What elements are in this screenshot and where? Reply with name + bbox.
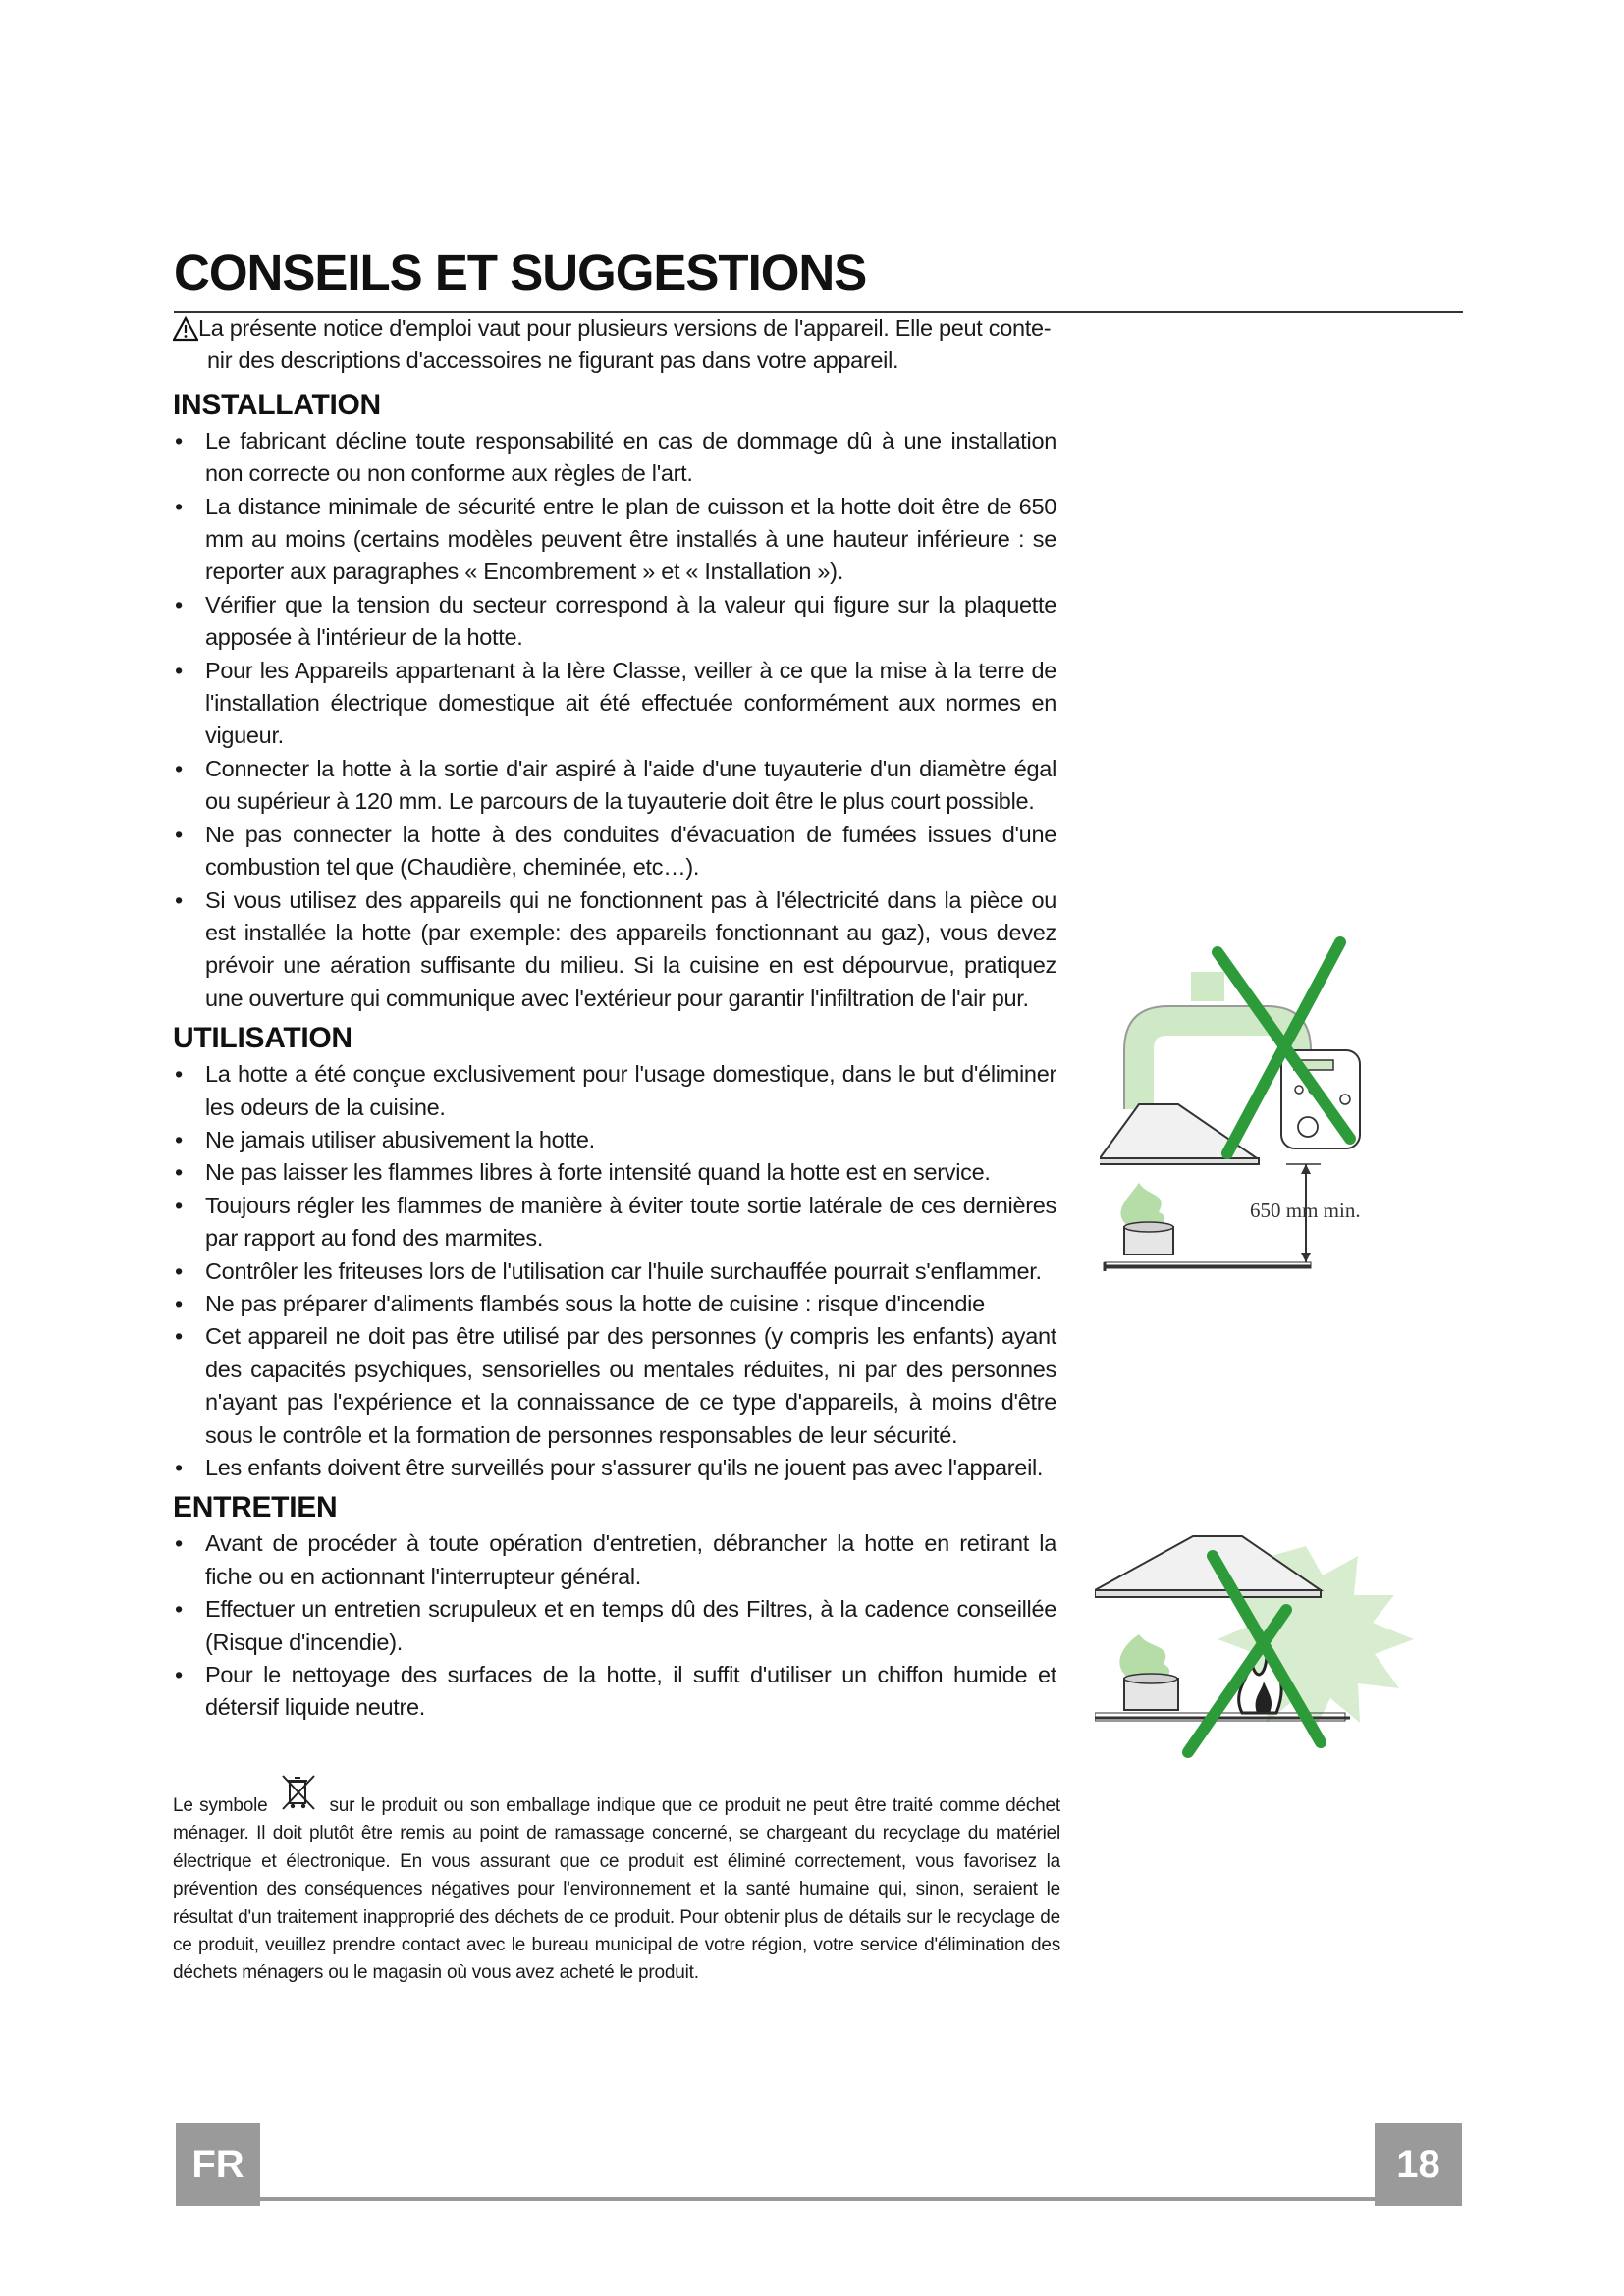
list-item: • Pour le nettoyage des surfaces de la hotte, il suffit d'utiliser un chiffon humide et détersif liquide neutre. bbox=[173, 1659, 1056, 1725]
list-item: • Le fabricant décline toute responsabilité en cas de dommage dû à une installation non correcte ou non conforme aux règles de l'art. bbox=[173, 425, 1056, 491]
list-item: • Toujours régler les flammes de manière à éviter toute sortie latérale de ces dernières par rapport au fond des marmites. bbox=[173, 1190, 1056, 1255]
section-heading-entretien: ENTRETIEN bbox=[173, 1491, 338, 1524]
list-item: • Cet appareil ne doit pas être utilisé par des personnes (y compris les enfants) ayant des capacités psychiques, sensorielles ou mentales réduites, ni par des personnes n'ayant pas l'expérience et la connaissance de ce type d'appareils, à moins d'être sous le contrôle et la formation de personnes responsables de leur sécurité. bbox=[173, 1320, 1056, 1452]
list-item: • Ne pas préparer d'aliments flambés sous la hotte de cuisine : risque d'incendie bbox=[173, 1288, 1056, 1320]
list-item: • Ne pas laisser les flammes libres à forte intensité quand la hotte est en service. bbox=[173, 1156, 1056, 1189]
language-badge: FR bbox=[176, 2123, 260, 2206]
list-item: • Si vous utilisez des appareils qui ne fonctionnent pas à l'électricité dans la pièce ou est installée la hotte (par exemple: des appareils fonctionnant au gaz), vous devez prévoir une aération suffisante du milieu. Si la cuisine en est dépourvue, pratiquez une ouverture qui communique avec l'extérieur pour garantir l'infiltration de l'air pur. bbox=[173, 884, 1056, 1016]
list-item: • Pour les Appareils appartenant à la Ière Classe, veiller à ce que la mise à la terre de l'installation électrique domestique ait été effectuée conformément aux normes en vigueur. bbox=[173, 655, 1056, 753]
page-number: 18 bbox=[1375, 2123, 1462, 2206]
section-heading-utilisation: UTILISATION bbox=[173, 1022, 352, 1055]
installation-list bbox=[173, 425, 1056, 1015]
list-item: • Ne jamais utiliser abusivement la hotte. bbox=[173, 1124, 1056, 1156]
list-item: • Effectuer un entretien scrupuleux et en temps dû des Filtres, à la cadence conseillée (Risque d'incendie). bbox=[173, 1593, 1056, 1659]
footer-divider bbox=[176, 2197, 1462, 2201]
list-item: • Connecter la hotte à la sortie d'air aspiré à l'aide d'une tuyauterie d'un diamètre égal ou supérieur à 120 mm. Le parcours de la tuyauterie doit être le plus court possible. bbox=[173, 753, 1056, 819]
section-heading-installation: INSTALLATION bbox=[173, 388, 381, 421]
distance-label: 650 mm min. bbox=[1250, 1199, 1361, 1222]
utilisation-list bbox=[173, 1058, 1056, 1484]
intro-text bbox=[198, 312, 1051, 378]
entretien-list bbox=[173, 1527, 1056, 1724]
recycling-note bbox=[173, 1772, 1060, 1988]
intro-note bbox=[173, 312, 1056, 378]
list-item: • Contrôler les friteuses lors de l'utilisation car l'huile surchauffée pourrait s'enflammer. bbox=[173, 1255, 1056, 1288]
list-item: • Vérifier que la tension du secteur correspond à la valeur qui figure sur la plaquette apposée à l'intérieur de la hotte. bbox=[173, 589, 1056, 655]
intro-line-1: La présente notice d'emploi vaut pour plusieurs versions de l'appareil. Elle peut conte- bbox=[198, 315, 1052, 341]
flambe-warning-illustration bbox=[1095, 1517, 1434, 1772]
page-title: CONSEILS ET SUGGESTIONS bbox=[174, 244, 867, 300]
warning-icon bbox=[173, 314, 198, 344]
hood-distance-illustration bbox=[1100, 933, 1424, 1276]
list-item: • La hotte a été conçue exclusivement pour l'usage domestique, dans le but d'éliminer les odeurs de la cuisine. bbox=[173, 1058, 1056, 1124]
list-item: • Les enfants doivent être surveillés pour s'assurer qu'ils ne jouent pas avec l'appareil. bbox=[173, 1452, 1056, 1484]
recycling-note-text: sur le produit ou son emballage indique que ce produit ne peut être traité comme déchet ménager. Il doit plutôt être remis au point de ramassage concerné, se chargeant du recyclage du matériel électrique et électronique. En vous assurant que ce produit est éliminé correctement, vous favorisez la prévention des conséquences négatives pour l'environnement et la santé humaine qui, sinon, seraient le résultat d'un traitement inapproprié des déchets de ce produit. Pour obtenir plus de détails sur le recyclage de ce produit, veuillez prendre contact avec le bureau municipal de votre région, votre service d'élimination des déchets ménagers ou le magasin où vous avez acheté le produit. bbox=[173, 1795, 1060, 1984]
list-item: • La distance minimale de sécurité entre le plan de cuisson et la hotte doit être de 650 mm au moins (certains modèles peuvent être installés à une hauteur inférieure : se reporter aux paragraphes « Encombrement » et « Installation »). bbox=[173, 491, 1056, 589]
list-item: • Avant de procéder à toute opération d'entretien, débrancher la hotte en retirant la fiche ou en actionnant l'interrupteur général. bbox=[173, 1527, 1056, 1593]
intro-line-2: nir des descriptions d'accessoires ne figurant pas dans votre appareil. bbox=[207, 347, 899, 374]
list-item: • Ne pas connecter la hotte à des conduites d'évacuation de fumées issues d'une combustion tel que (Chaudière, cheminée, etc…). bbox=[173, 819, 1056, 884]
crossed-bin-icon bbox=[278, 1772, 319, 1813]
recycling-note-before: Le symbole bbox=[173, 1795, 268, 1816]
main-content bbox=[173, 312, 1056, 1725]
